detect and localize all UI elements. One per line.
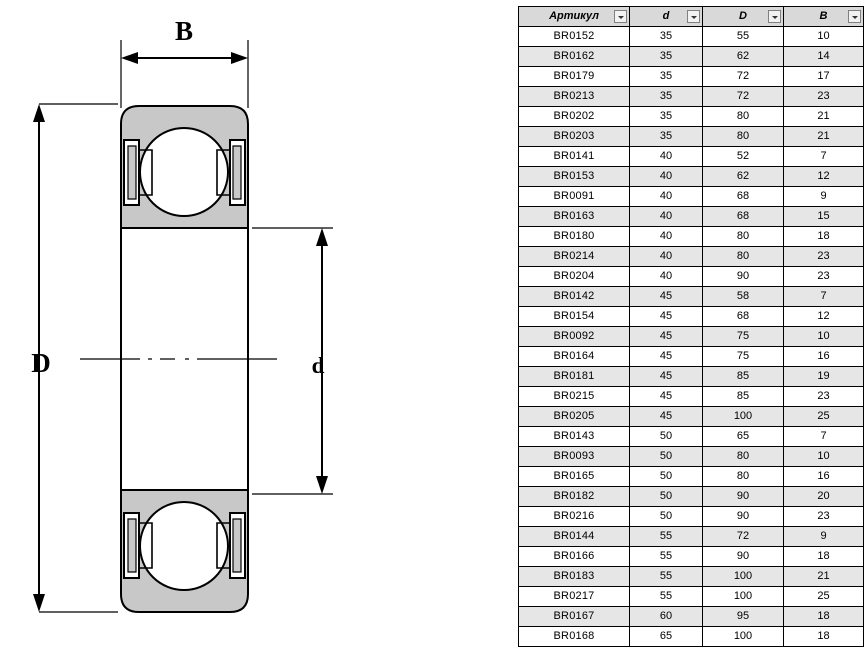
cell-outer-diameter: 72 [703,527,784,547]
cell-article: BR0213 [519,87,630,107]
cell-width: 21 [784,567,864,587]
cell-article: BR0181 [519,367,630,387]
cell-inner-diameter: 40 [630,267,703,287]
cell-outer-diameter: 90 [703,507,784,527]
cell-article: BR0168 [519,627,630,647]
cell-outer-diameter: 68 [703,187,784,207]
cell-width: 14 [784,47,864,67]
cell-outer-diameter: 85 [703,387,784,407]
cell-article: BR0215 [519,387,630,407]
cell-width: 17 [784,67,864,87]
cell-inner-diameter: 35 [630,67,703,87]
cell-article: BR0153 [519,167,630,187]
table-header-row [519,7,864,27]
cell-article: BR0141 [519,147,630,167]
cell-inner-diameter: 45 [630,307,703,327]
table-row[interactable] [519,167,864,187]
cell-inner-diameter: 40 [630,147,703,167]
cell-inner-diameter: 35 [630,87,703,107]
cell-outer-diameter: 55 [703,27,784,47]
table-row[interactable] [519,287,864,307]
table-row[interactable] [519,347,864,367]
cell-article: BR0179 [519,67,630,87]
cell-article: BR0154 [519,307,630,327]
table-row[interactable] [519,547,864,567]
cell-width: 16 [784,467,864,487]
table-row[interactable] [519,527,864,547]
cell-article: BR0217 [519,587,630,607]
table-row[interactable] [519,147,864,167]
table-row[interactable] [519,307,864,327]
table-row[interactable] [519,467,864,487]
cell-article: BR0143 [519,427,630,447]
cell-outer-diameter: 95 [703,607,784,627]
cell-width: 7 [784,147,864,167]
cell-width: 23 [784,87,864,107]
column-header-D-label: D [739,10,747,22]
cell-outer-diameter: 90 [703,547,784,567]
cell-outer-diameter: 80 [703,467,784,487]
cell-article: BR0092 [519,327,630,347]
cell-inner-diameter: 50 [630,467,703,487]
cell-article: BR0152 [519,27,630,47]
cell-width: 7 [784,427,864,447]
cell-width: 18 [784,227,864,247]
cell-inner-diameter: 45 [630,327,703,347]
column-header-article-label: Артикул [549,10,599,22]
table-row[interactable] [519,127,864,147]
table-row[interactable] [519,227,864,247]
cell-width: 18 [784,547,864,567]
column-header-D[interactable] [703,7,784,27]
cell-article: BR0183 [519,567,630,587]
cell-width: 25 [784,407,864,427]
cell-inner-diameter: 55 [630,527,703,547]
table-row[interactable] [519,387,864,407]
cell-outer-diameter: 100 [703,407,784,427]
cell-article: BR0163 [519,207,630,227]
column-header-article[interactable] [519,7,630,27]
cell-outer-diameter: 62 [703,47,784,67]
cell-inner-diameter: 60 [630,607,703,627]
cell-inner-diameter: 50 [630,507,703,527]
cell-inner-diameter: 40 [630,167,703,187]
cell-width: 10 [784,447,864,467]
table-row[interactable] [519,327,864,347]
cell-outer-diameter: 80 [703,227,784,247]
filter-dropdown-icon-D[interactable] [768,10,781,23]
cell-width: 21 [784,127,864,147]
table-row[interactable] [519,207,864,227]
cell-article: BR0093 [519,447,630,467]
cell-outer-diameter: 90 [703,487,784,507]
column-header-d-label: d [662,10,670,22]
cell-outer-diameter: 72 [703,87,784,107]
cell-width: 25 [784,587,864,607]
cell-outer-diameter: 52 [703,147,784,167]
table-row[interactable] [519,367,864,387]
cell-width: 12 [784,167,864,187]
table-row[interactable] [519,427,864,447]
table-row[interactable] [519,407,864,427]
cell-outer-diameter: 100 [703,627,784,647]
cell-width: 10 [784,27,864,47]
cell-outer-diameter: 100 [703,587,784,607]
cell-article: BR0216 [519,507,630,527]
cell-inner-diameter: 40 [630,247,703,267]
cell-width: 19 [784,367,864,387]
cell-article: BR0203 [519,127,630,147]
cell-inner-diameter: 40 [630,227,703,247]
cell-inner-diameter: 55 [630,567,703,587]
cell-outer-diameter: 80 [703,447,784,467]
cell-inner-diameter: 50 [630,447,703,467]
cell-outer-diameter: 100 [703,567,784,587]
table-row[interactable] [519,447,864,467]
table-row[interactable] [519,67,864,87]
cell-article: BR0204 [519,267,630,287]
cell-inner-diameter: 40 [630,187,703,207]
dimension-label-D: D [31,348,51,378]
table [518,6,864,647]
cell-article: BR0162 [519,47,630,67]
cell-article: BR0091 [519,187,630,207]
cell-outer-diameter: 62 [703,167,784,187]
dimension-label-d: d [311,353,325,378]
column-header-d[interactable] [630,7,703,27]
bearing-dimensions-table [518,6,862,647]
cell-inner-diameter: 45 [630,347,703,367]
cell-inner-diameter: 65 [630,627,703,647]
cell-inner-diameter: 45 [630,287,703,307]
table-row[interactable] [519,87,864,107]
filter-dropdown-icon-B[interactable] [848,10,861,23]
cell-article: BR0180 [519,227,630,247]
cell-article: BR0182 [519,487,630,507]
table-row[interactable] [519,267,864,287]
cell-outer-diameter: 68 [703,207,784,227]
cell-width: 23 [784,507,864,527]
cell-inner-diameter: 50 [630,427,703,447]
cell-width: 16 [784,347,864,367]
cell-article: BR0205 [519,407,630,427]
cell-inner-diameter: 55 [630,547,703,567]
cell-outer-diameter: 65 [703,427,784,447]
cell-inner-diameter: 35 [630,107,703,127]
cell-outer-diameter: 90 [703,267,784,287]
cell-inner-diameter: 50 [630,487,703,507]
cell-outer-diameter: 72 [703,67,784,87]
cell-article: BR0144 [519,527,630,547]
cell-width: 10 [784,327,864,347]
table-row[interactable] [519,487,864,507]
cell-width: 9 [784,187,864,207]
cell-outer-diameter: 75 [703,347,784,367]
table-row[interactable] [519,187,864,207]
cell-inner-diameter: 35 [630,47,703,67]
cell-article: BR0167 [519,607,630,627]
table-row[interactable] [519,567,864,587]
column-header-B[interactable] [784,7,864,27]
table-row[interactable] [519,247,864,267]
cell-outer-diameter: 58 [703,287,784,307]
table-row[interactable] [519,507,864,527]
cell-width: 18 [784,627,864,647]
table-row[interactable] [519,587,864,607]
cell-width: 23 [784,387,864,407]
cell-outer-diameter: 75 [703,327,784,347]
filter-dropdown-icon-d[interactable] [687,10,700,23]
cell-inner-diameter: 35 [630,127,703,147]
table-row[interactable] [519,27,864,47]
cell-article: BR0202 [519,107,630,127]
table-row[interactable] [519,627,864,647]
cell-outer-diameter: 80 [703,247,784,267]
table-body [519,27,864,647]
cell-outer-diameter: 85 [703,367,784,387]
cell-width: 21 [784,107,864,127]
cell-outer-diameter: 68 [703,307,784,327]
cell-inner-diameter: 40 [630,207,703,227]
cell-width: 7 [784,287,864,307]
table-row[interactable] [519,47,864,67]
cell-inner-diameter: 45 [630,407,703,427]
cell-inner-diameter: 55 [630,587,703,607]
cell-width: 23 [784,247,864,267]
column-header-B-label: B [819,10,828,22]
filter-dropdown-icon-article[interactable] [614,10,627,23]
cell-article: BR0214 [519,247,630,267]
cell-article: BR0142 [519,287,630,307]
cell-outer-diameter: 80 [703,127,784,147]
cell-inner-diameter: 45 [630,387,703,407]
cell-width: 18 [784,607,864,627]
cell-inner-diameter: 35 [630,27,703,47]
cell-width: 15 [784,207,864,227]
dimension-label-B: B [174,16,194,46]
cell-article: BR0166 [519,547,630,567]
cell-outer-diameter: 80 [703,107,784,127]
table-row[interactable] [519,607,864,627]
cell-width: 9 [784,527,864,547]
cell-width: 12 [784,307,864,327]
cell-width: 20 [784,487,864,507]
table-row[interactable] [519,107,864,127]
cell-width: 23 [784,267,864,287]
cell-article: BR0164 [519,347,630,367]
cell-article: BR0165 [519,467,630,487]
cell-inner-diameter: 45 [630,367,703,387]
